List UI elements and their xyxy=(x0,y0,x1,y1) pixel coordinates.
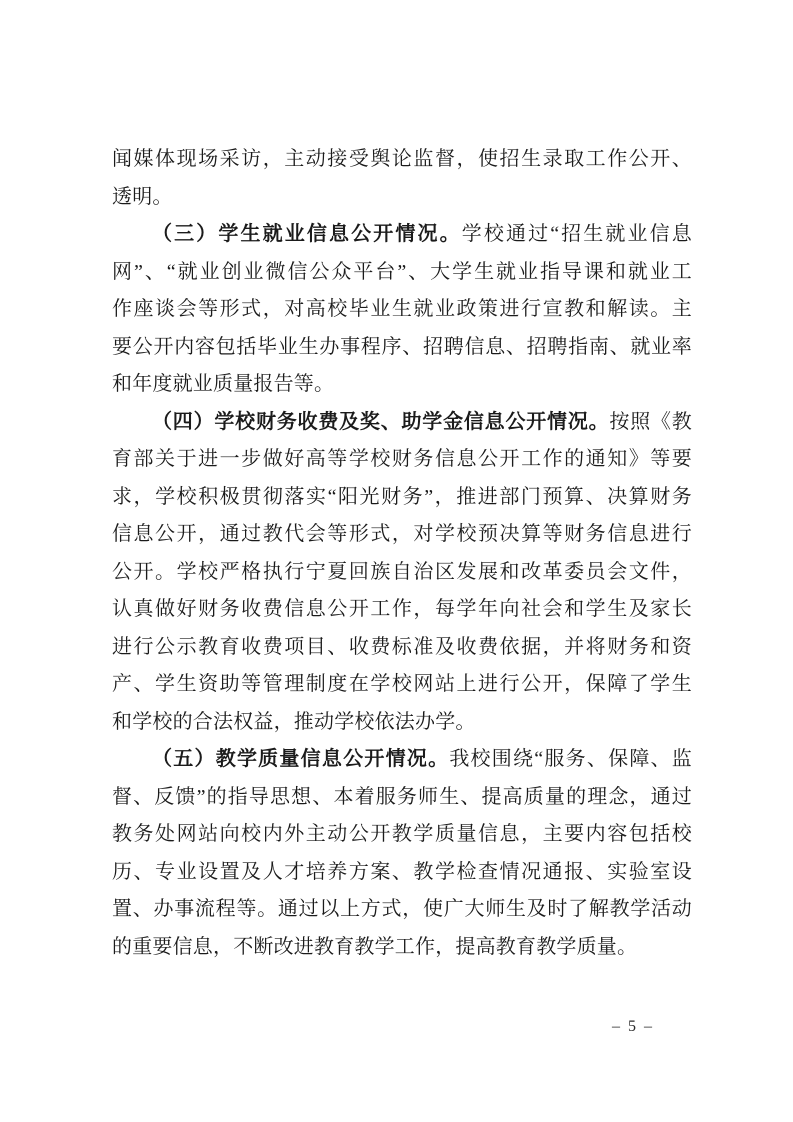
text-run: 闻媒体现场采访，主动接受舆论监督，使招生录取工作公开、 xyxy=(112,148,692,170)
text-line xyxy=(112,629,692,667)
text-line xyxy=(112,891,692,929)
text-run: 按照《教 xyxy=(609,410,692,433)
text-run: 置、办事流程等。通过以上方式，使广大师生及时了解教学活动 xyxy=(112,898,692,920)
text-run: 作座谈会等形式，对高校毕业生就业政策进行宣教和解读。主 xyxy=(112,298,692,320)
section-heading: （四）学校财务收费及奖、助学金信息公开情况。 xyxy=(152,410,610,433)
text-run: 要公开内容包括毕业生办事程序、招聘信息、招聘指南、就业率 xyxy=(112,335,692,358)
text-line xyxy=(112,779,692,817)
text-run: 督、反馈”的指导思想、本着服务师生、提高质量的理念，通过 xyxy=(112,785,692,808)
text-line xyxy=(112,404,692,442)
text-line xyxy=(112,666,692,704)
text-line xyxy=(112,741,692,779)
text-run: 信息公开，通过教代会等形式，对学校预决算等财务信息进行 xyxy=(112,523,692,545)
text-run: 产、学生资助等管理制度在学校网站上进行公开，保障了学生 xyxy=(112,673,692,695)
text-run: 和学校的合法权益，推动学校依法办学。 xyxy=(112,710,476,733)
text-run: 认真做好财务收费信息公开工作，每学年向社会和学生及家长 xyxy=(112,598,692,620)
text-run: 求，学校积极贯彻落实“阳光财务”，推进部门预算、决算财务 xyxy=(112,485,692,508)
text-line xyxy=(112,366,692,404)
text-line xyxy=(112,591,692,629)
text-line xyxy=(112,179,692,217)
text-line xyxy=(112,854,692,892)
text-line xyxy=(112,441,692,479)
text-line xyxy=(112,554,692,592)
text-run: 透明。 xyxy=(112,185,173,208)
text-run: 的重要信息，不断改进教育教学工作，提高教育教学质量。 xyxy=(112,935,638,958)
text-line xyxy=(112,216,692,254)
text-line xyxy=(112,704,692,742)
text-run: 网”、“就业创业微信公众平台”、大学生就业指导课和就业工 xyxy=(112,260,692,283)
text-run: 进行公示教育收费项目、收费标准及收费依据，并将财务和资 xyxy=(112,635,692,658)
text-line xyxy=(112,291,692,329)
text-line xyxy=(112,516,692,554)
text-body xyxy=(112,141,692,966)
text-line xyxy=(112,816,692,854)
text-line xyxy=(112,929,692,967)
page-number: – 5 – xyxy=(612,1018,654,1035)
text-line xyxy=(112,141,692,179)
text-run: 历、专业设置及人才培养方案、教学检查情况通报、实验室设 xyxy=(112,860,692,883)
text-line xyxy=(112,254,692,292)
section-heading: （五）教学质量信息公开情况。 xyxy=(152,748,450,770)
text-run: 我校围绕“服务、保障、监 xyxy=(449,748,692,770)
section-heading: （三）学生就业信息公开情况。 xyxy=(152,223,462,245)
text-run: 育部关于进一步做好高等学校财务信息公开工作的通知》等要 xyxy=(112,448,692,470)
text-run: 公开。学校严格执行宁夏回族自治区发展和改革委员会文件， xyxy=(112,560,692,583)
text-run: 教务处网站向校内外主动公开教学质量信息，主要内容包括校 xyxy=(112,823,692,845)
text-line xyxy=(112,329,692,367)
text-line xyxy=(112,479,692,517)
text-run: 和年度就业质量报告等。 xyxy=(112,373,335,395)
text-run: 学校通过“招生就业信息 xyxy=(461,223,692,245)
